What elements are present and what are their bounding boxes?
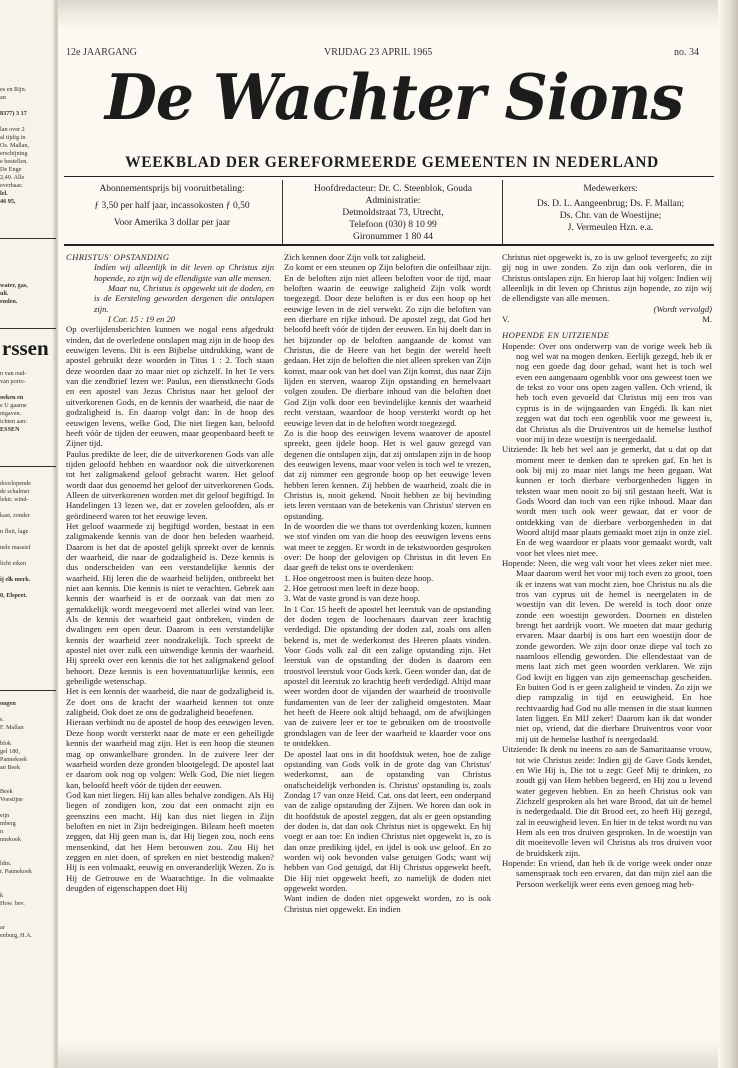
contributors-info	[508, 183, 713, 234]
signature-right: M.	[702, 314, 712, 325]
binding-text-line: Pannekoek	[0, 756, 28, 763]
article-column-2	[284, 252, 491, 914]
article-paragraph: De apostel laat ons in dit hoofdstuk weten, hoe de zalige opstanding van Gods volk in de grote dag van Christus' wederkomst, aan de opstanding van Christus onafscheidelijk verbonden is. Christus' opstanding is, zoals Zondag 17 van onze Heid. Cat. ons dat leert, een onderpand van de zalige opstanding der Zijnen. We horen dan ook in dit hoofdstuk de apostel zeggen, dat als er geen opstanding der doden is, dat dan ook Christus niet is opgewekt. En hij voegt er aan toe: En indien Christus niet opgewekt is, zo is dan onze prediking ijdel, en ijdel is ook uw geloof. En zo worden wij ook bevonden valse getuigen Gods; want wij hebben van God getuigd, dat Hij Christus opgewekt heeft, Die Hij niet opgewekt heeft, zo namelijk de doden niet opgewekt worden.	[284, 748, 491, 893]
binding-text-line: How. bev.	[0, 900, 25, 907]
binding-text-line: mberg	[0, 820, 16, 827]
binding-text-line: an	[0, 94, 6, 101]
editor-line: Hoofdredacteur: Dr. C. Steenblok, Gouda	[313, 184, 473, 194]
binding-text-line: n van oud-	[0, 370, 27, 377]
binding-text-line: ar	[0, 924, 5, 931]
contributors-line: Medewerkers:	[583, 184, 638, 194]
subscription-line: Voor Amerika 3 dollar per jaar	[113, 218, 231, 228]
binding-text-line: 46 95,	[0, 198, 16, 205]
article-body	[502, 341, 712, 889]
adjacent-page-strip	[0, 0, 58, 1068]
binding-text-line: oeken en	[0, 394, 24, 401]
article-heading: CHRISTUS' OPSTANDING	[66, 252, 170, 262]
article-paragraph: Hopende: Neen, die weg valt voor het vlees zeker niet mee. Maar daarom werd het voor mij toch even zo groot, toen ik er inzens wat van mocht zien, hoe Christus nu als die tros van cyprus uit de hemel is neergelaten in de woestijn van dit leven. De wereld is toch door onze zonde een woestijn geworden. Doornen en distelen brengt het aardrijk voort. We moeten dat maar gedurig ervaren. Maar daarbij is ons hart een woestijn door de zonde geworden. We zijn door onze diepe val toch zo naamloos ellendig geworden. Die ellendestaat van de mens laat zich met geen woorden verklaren. We zijn God kwijt en liggen van zijn gemeenschap gescheiden. En buiten God is er geen zaligheid te vinden. Zo zijn we diep rampzalig in tijd en eeuwigheid. En hoe rechtvaardig had God nu alle mensen in die staat kunnen laten liggen. En MIJ zeker! Daarom kan ik dat wonder niet op, vriend, dat die dierbare Druiventros voor voor mij uit de hemelse lusthof is neergedaald.	[502, 557, 712, 744]
signature-line	[502, 314, 712, 324]
article-paragraph: In 1 Cor. 15 heeft de apostel het leerstuk van de opstanding der doden tegen de loochenaars daarvan zeer krachtig verdedigd. Die opstanding der doden zal, zoals ons allen bekend is, met de wederkomst des Heeren plaats vinden. Voor Gods volk zal dit een zalige opstanding zijn. Het leerstuk van de opstanding der doden is daarom een troostvol leerstuk voor Gods kerk. Geen wonder dan, dat de apostel dit leerstuk zo krachtig heeft verdedigd. Altijd maar weer worden door de vijanden der waarheid de troostvolle fundamenten van de leer der zaligheid omgestoten. Maar het heeft de Heere ook altijd behaagd, om de afwijkingen van de zuivere leer er toe te gebruiken om de troostvolle grondslagen van de leer der waarheid te klaarder voor ons te ontdekken.	[284, 603, 491, 749]
article-paragraph: Zo is die hoop des eeuwigen levens waarover de apostel spreekt, geen ijdele hoop. Het is wel gauw gezegd van degenen die ontslapen zijn, dat zij ontslapen zijn in de hoop des eeuwigen levens, maar voor velen is toch wel te vrezen, dat zij nimmer een gegronde hoop op het eeuwige leven hebben leren kennen. Zij hebben de waarheid, zoals die in Christus is, nooit gekend. Nooit hebben ze bij bevinding iets leren verstaan van de betekenis van Christus' sterven en opstanding.	[284, 427, 491, 521]
binding-text-line: enden.	[0, 298, 18, 305]
article-paragraph: Het is een kennis der waarheid, die naar de godzaligheid is. Ze doet ons de kracht der waarheid kennen tot onze zaligheid. Ook doet ze ons de godzaligheid beoefenen.	[66, 686, 274, 718]
volume-label: 12e JAARGANG	[66, 47, 137, 58]
binding-divider	[0, 238, 56, 239]
binding-text-line: e U gaarne	[0, 402, 27, 409]
article-paragraph: Hieraan verbindt nu de apostel de hoop des eeuwigen leven. Deze hoop wordt versterkt naar de mate er een geheiligde kennis der waarheid mag zijn. Het is een hoop die steunen mag op onwankelbare gronden. In de zuivere leer der waarheid worden deze gronden blootgelegd. De apostel laat er daarom ook nog op volgen: Welk God, Die niet liegen kan, beloofd heeft vóór de tijden der eeuwen.	[66, 717, 274, 790]
editor-line: Detmoldstraat 73, Utrecht,	[342, 208, 444, 218]
masthead-subtitle: WEEKBLAD DER GEREFORMEERDE GEMEENTEN IN NEDERLAND	[125, 154, 659, 171]
contributors-line: J. Vermeulen Hzn. e.a.	[567, 223, 654, 233]
binding-text-line: lektr. wind-	[0, 496, 29, 503]
binding-text-line: kast, zonder	[0, 512, 30, 519]
info-rule	[64, 244, 714, 246]
epigraph-quote: Maar nu, Christus is opgewekt uit de doden, en is de Eersteling geworden dergenen die ontslapen zijn.	[94, 283, 274, 314]
binding-text-line: 8377) 3 17	[0, 110, 27, 117]
article-column-1	[66, 252, 274, 893]
info-divider	[282, 180, 283, 244]
binding-text-line: es en Rijn.	[0, 86, 27, 93]
binding-text-line: ichten aan:	[0, 418, 27, 425]
contributors-line: Ds. D. L. Aangeenbrug; Ds. F. Mallan;	[536, 199, 685, 209]
binding-text-line: de schalmei	[0, 488, 30, 495]
binding-text-line: F. Mallan	[0, 724, 24, 731]
article-paragraph: Paulus predikte de leer, die de uitverkorenen Gods van alle tijden geloofd hebben en waardoor ook die uitverkorenen tot het zaligmakend geloof gebracht waren. Het geloof wordt daar dus genoemd het geloof der uitverkorenen Gods. Alleen de uitverkorenen worden met dit geloof begiftigd. In Handelingen 13 lezen we, dat er zovelen geloofden, als er geördineerd waren tot het eeuwige leven.	[66, 448, 274, 521]
contributors-line: Ds. Chr. van de Woestijne;	[559, 211, 662, 221]
binding-text-line: ESSEN	[0, 426, 20, 433]
binding-text-line: k	[0, 892, 4, 899]
binding-text-line: De Enge	[0, 166, 22, 173]
article-paragraph: 2. Hoe getroost men leeft in deze hoop.	[284, 583, 420, 593]
editor-line: Telefoon (030) 8 10 99	[349, 220, 437, 230]
binding-text-line: uli.	[0, 290, 9, 297]
article-paragraph: Want indien de doden niet opgewekt worden, zo is ook Christus niet opgewekt. En indien	[284, 893, 491, 914]
binding-text-line: enburg, H.A.	[0, 932, 33, 939]
scripture-reference: I Cor. 15 : 19 en 20	[108, 314, 176, 325]
editor-line: Administratie:	[365, 196, 421, 206]
binding-text-line: ongen	[0, 700, 16, 707]
article-paragraph: Hopende: Over ons onderwerp van de vorige week heb ik nog wel wat na mogen denken. Eerlijk gezegd, heb ik er nog een goede dag door gehad, want het is toch wel even een aangenaam ogenblik voor ons geweest toen we de tekst zo voor ons open zagen vallen. Och vriend, ik heb toch even gevoeld dat Christus mij een tros van cyprus is in de wijngaarden van Engédi. Ik kan niet zeggen wat dat toch een ogenblik voor me geweest is, dat Christus als die Druiventros uit de hemelse lusthof voor mij in deze woestijn is neergedaald.	[502, 340, 712, 444]
binding-divider	[0, 690, 56, 691]
masthead-title: De Wachter Sions	[104, 61, 684, 135]
binding-text-line: al tijdig in	[0, 134, 26, 141]
binding-divider	[0, 466, 56, 467]
editor-line: Gironummer 1 80 44	[353, 232, 433, 242]
binding-text-line: lan over 2	[0, 126, 25, 133]
binding-text-line: erschijning	[0, 150, 28, 157]
editor-info	[288, 183, 498, 243]
article-paragraph: Zo komt er een steunen op Zijn beloften die onfeilbaar zijn. En de beloften zijn niet alleen beloften voor de tijd, maar beloften waarin de eeuwige zaligheid Zijn volk wordt toegezegd. Door deze beloften is er dus een hoop op het eeuwige leven in de ziel verwekt. Zo zijn die beloften van een dierbare en rijke inhoud. De apostel zegt, dat God het beloofd heeft vóór de tijden der eeuwen. En hij doelt dan in het bijzonder op de beloften aangaande de komst van Christus, die de Heere van het begin der wereld heeft gedaan. Het zijn de beloften die niet alleen spreken van Zijn komst, maar ook van het doel van Zijn komst, dus naar Zijn lijden en sterven, waarop Zijn opstanding en hemelvaart volgen zouden. De dierbare inhoud van die beloften doet God Zijn volk door een bevindelijke kennis der waarheid recht verstaan, waardoor de hoop versterkt wordt op het eeuwige leven dat in de beloften wordt toegezegd.	[284, 262, 491, 428]
article-paragraph: Op overlijdensberichten kunnen we nogal eens afgedrukt vinden, dat de overledene ontslapen mag zijn in de hoop des eeuwigen levens. Dit is een Bijbelse uitdrukking, want de apostel gebruikt deze woorden in Titus 1 : 2. Toch staan deze woorden daar zo maar niet op zichzelf. In het 1e vers van die zendbrief lezen we: Paulus, een dienstknecht Gods en een apostel van Jezus Christus naar het geloof der uitverkorenen Gods, en de kennis der waarheid, die naar de godzaligheid is. En daarop volgt dan: In de hoop des eeuwigen levens, welke God, Die niet liegen kan, beloofd heeft vóór de tijden der eeuwen, maar geopenbaard heeft te Zijner tijd.	[66, 324, 274, 449]
article-body	[66, 324, 274, 893]
article-column-3	[502, 252, 712, 889]
binding-text-line: ldm.	[0, 860, 12, 867]
binding-text-line: 0, Elspeet.	[0, 592, 27, 599]
issue-number: no. 34	[674, 47, 699, 58]
binding-text-line: r. Pannekoek	[0, 868, 32, 875]
binding-text-line: gel 180,	[0, 748, 20, 755]
issue-date: VRIJDAG 23 APRIL 1965	[324, 47, 433, 58]
binding-text-line: ntgaven.	[0, 410, 22, 417]
binding-text-line: s.	[0, 716, 4, 723]
binding-text-line: licht eiken	[0, 560, 26, 567]
binding-text-line: blok	[0, 740, 12, 747]
binding-text-line: Beek	[0, 788, 13, 795]
article-paragraph: Het geloof waarmede zij begiftigd worden, bestaat in een zaligmakende kennis van de door hen beleden waarheid. Daarom is het dat de apostel gelijk spreekt over de kennis der waarheid, die naar de godzaligheid is. Deze kennis is dus onderscheiden van een verstandelijke kennis der waarheid. Hij leren die de waarheid belijden, ontbreekt het niet aan kennis. Die kennis is niet te verachten. Gebrek aan kennis der waarheid is er de oorzaak van dat men zo gemakkelijk wordt meegevoerd met allerlei wind van leer. Als de kennis der waarheid gaat ontbreken, vinden de dwalingen een open deur. Daarom is een verstandelijke kennis der waarheid zeer noodzakelijk. Toch spreekt de apostel niet over zulk een uitwendige kennis der waarheid. Hij spreekt over een kennis die tot het zaligmakend geloof behoort. Deze kennis is een bovennatuurlijke kennis, een geheiligde wetenschap.	[66, 520, 274, 687]
binding-big-word: rssen	[2, 336, 49, 360]
continuation-note: (Wordt vervolgd)	[653, 303, 712, 314]
binding-text-line: Voestijne	[0, 796, 23, 803]
binding-text-line: water, gas,	[0, 282, 28, 289]
subscription-line: ƒ 3,50 per half jaar, incassokosten ƒ 0,50	[94, 201, 250, 211]
header-rule	[64, 176, 714, 177]
article-paragraph: Uitziende: Ik heb het wel aan je gemerkt, dat u dat op dat moment meer te denken dan te spreken gaf. En het is ook bij mij zo maar niet langs me heen gegaan. Wat kunnen er toch dierbare verborgenheden liggen in teksten waar men nooit zo bij stil gestaan heeft. Wat is Gods Woord dan toch van een rijke inhoud. Maar dan wordt men toch ook weer gewaar, dat er voor de ontdekking van de dierbare verborgenheden in dat Woord altijd maar plaats gemaakt moet zijn in onze ziel. En de weg waardoor er plaats voor gemaakt wordt, valt voor het vlees niet mee.	[502, 444, 712, 558]
article-paragraph: Zich kennen door Zijn volk tot zaligheid.	[284, 252, 426, 262]
binding-text-line: Os. Mallan,	[0, 142, 30, 149]
binding-text-line: ij elk merk.	[0, 576, 31, 583]
binding-text-line: lel.	[0, 190, 8, 197]
subscription-line: Abonnementsprijs bij vooruitbetaling:	[99, 184, 245, 194]
binding-text-line: eijn	[0, 812, 10, 819]
binding-text-line: n fluit, lage	[0, 528, 29, 535]
subscription-info	[72, 183, 272, 229]
article-paragraph: Christus niet opgewekt is, zo is uw geloof tevergeefs; zo zijt gij nog in uwe zonden. Zo zijn dan ook verloren, die in Christus ontslapen zijn. En hierop laat hij volgen: Indien wij alleenlijk in dit leven op Christus zijn hopende, zo zijn wij de ellendigste van alle mensen.	[502, 252, 712, 304]
epigraph-quote: Indien wij alleenlijk in dit leven op Christus zijn hopende, zo zijn wij de ellendigste van alle mensen.	[94, 262, 274, 283]
binding-text-line: an Beek	[0, 764, 21, 771]
binding-text-line: nele massief	[0, 544, 31, 551]
article-paragraph: Uitziende: Ik denk nu ineens zo aan de Samaritaanse vrouw, tot wie Christus zeide: Indien gij de Gave Gods kendet, en Wie Hij is, Die tot u zegt: Geef Mij te drinken, zo zoudt gij van Hem hebben begeerd, en Hij zou u levend water gegeven hebben. En zo heeft Christus ook van Zichzelf gesproken als het ware Brood, dat uit de hemel is nedergedaald. Die dit Brood eet, zo heeft Hij gezegd, zal in eeuwigheid leven. En hier in de tekst wordt nu van Hem als een tros druiven gesproken. In de woestijn van dit moeitevolle leven wil Christus als tros druiven voor de bruidskerk zijn.	[502, 744, 712, 858]
article-body	[284, 252, 491, 914]
article-paragraph: Hopende: En vriend, dan heb ik de vorige week onder onze samenspraak toch een ervaren, dat dan mijn ziel aan die Persoon werkelijk weer eens even genoeg mag heb-	[502, 857, 712, 889]
binding-text-line: nnekoek	[0, 836, 21, 843]
article-paragraph: 1. Hoe ongetroost men is buiten deze hoop.	[284, 572, 434, 583]
binding-text-line: 2,40. Alle	[0, 174, 25, 181]
binding-divider	[0, 328, 56, 329]
info-divider	[502, 180, 503, 244]
binding-text-line: van porto-	[0, 378, 26, 385]
article-heading: HOPENDE EN UITZIENDE	[502, 330, 610, 341]
newspaper-page	[62, 0, 722, 1068]
article-paragraph: God kan niet liegen. Hij kan alles behalve zondigen. Als Hij liegen of zondigen kon, zou dat een onmacht zijn en geenszins een macht. Hij kan dus niet liegen in Zijn beloften en niet in Zijn bedreigingen. Bileam heeft moeten zeggen, dat Hij geen man is, dat Hij liegen zou, noch eens mensenkind, dat het Hem berouwen zou. Zou Hij het zeggen en niet doen, of spreken en niet bestendig maken? Hij is een volmaakt, eeuwig en onveranderlijk Wezen. Zo is Hij de Getrouwe en de Waarachtige. In die volmaakte deugden of eigenschappen doet Hij	[66, 789, 274, 893]
signature-left: V.	[502, 314, 510, 325]
binding-text-line: everbaar.	[0, 182, 23, 189]
binding-text-line: e bestellen.	[0, 158, 28, 165]
article-paragraph: 3. Wat de vaste grond is van deze hoop.	[284, 593, 421, 604]
binding-text-line: doorlopende	[0, 480, 31, 487]
article-paragraph: In de woorden die we thans tot overdenking kozen, kunnen we stof vinden om van die hoop des eeuwigen levens eens wat meer te zeggen. Er wordt in de tekstwoorden gesproken over: De hoop der gelovigen op Christus in dit leven En daar geeft de tekst ons te overdenken:	[284, 520, 491, 573]
binding-text-line: n	[0, 828, 4, 835]
